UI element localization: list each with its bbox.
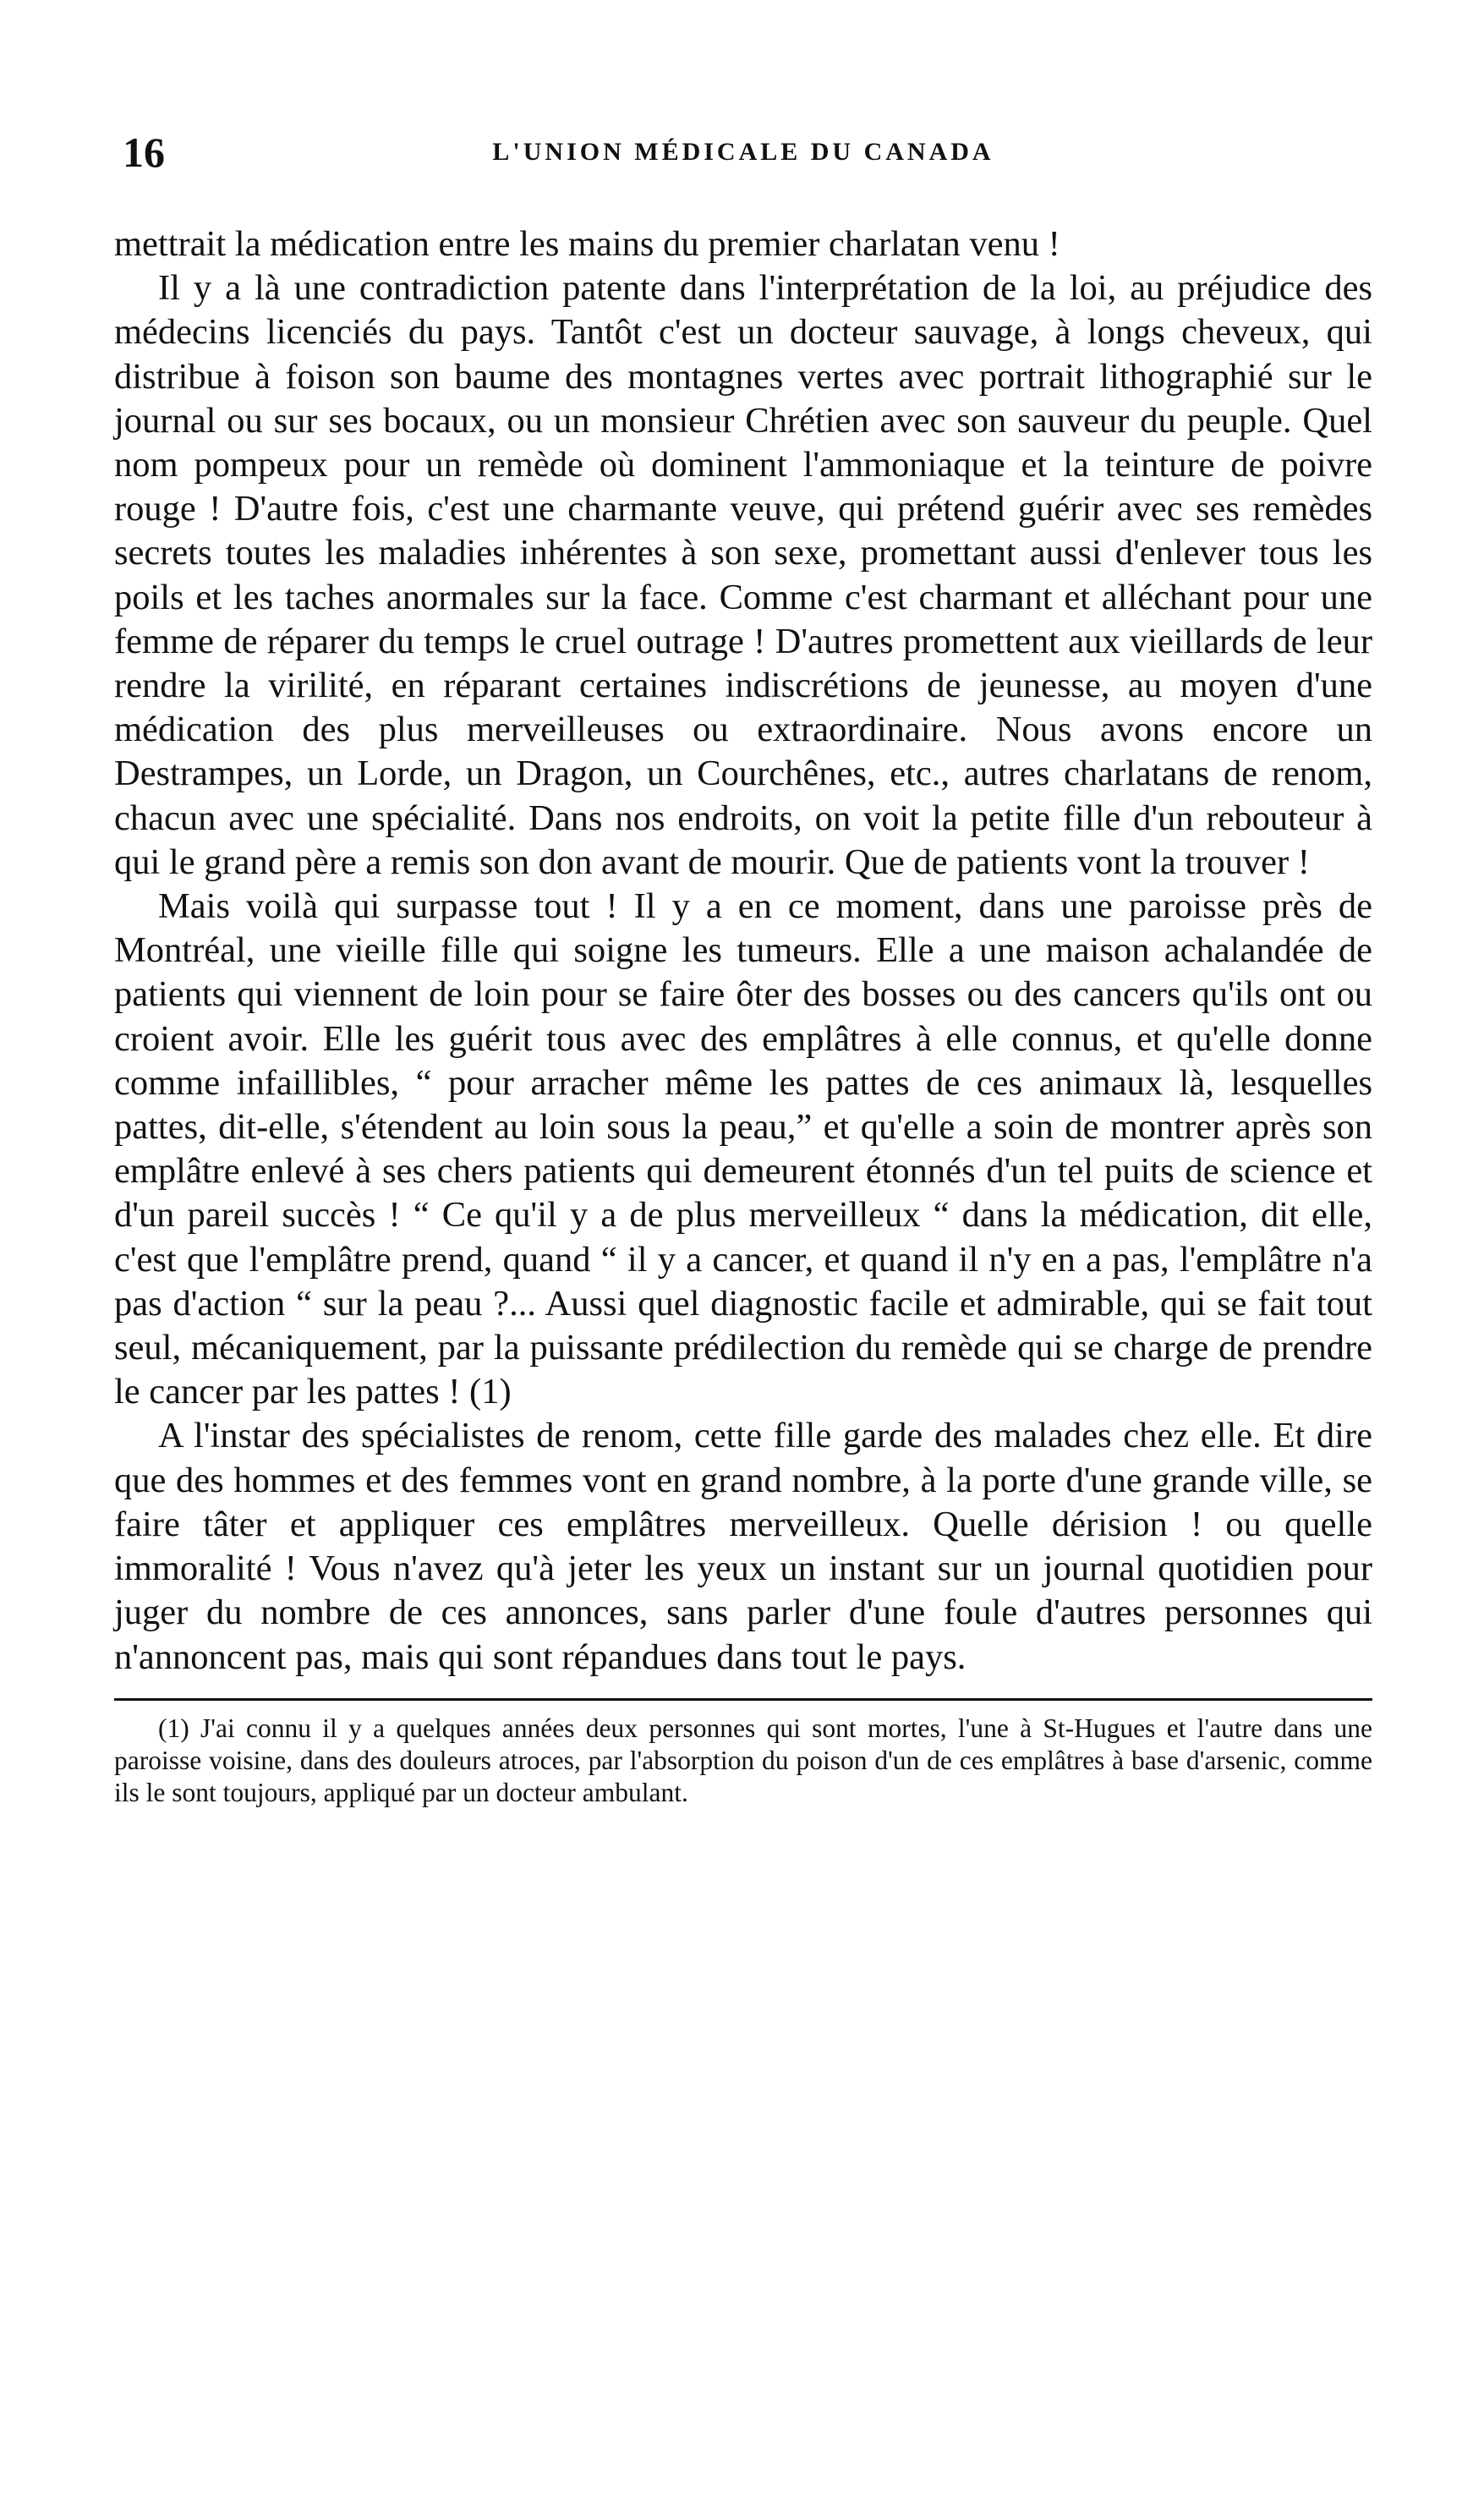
body-text [114,222,1372,1680]
page-number: 16 [123,129,165,176]
paragraph: Il y a là une contradiction patente dans l'interprétation de la loi, au préjudice des médecins licenciés du pays. Tantôt c'est un docteur sauvage, à longs cheveux, qui distribue à foison son baume des montagnes vertes avec portrait lithographié sur le journal ou sur ses bocaux, ou un monsieur Chrétien avec son sauveur du peuple. Quel nom pompeux pour un remède où dominent l'ammoniaque et la teinture de poivre rouge ! D'autre fois, c'est une charmante veuve, qui prétend guérir avec ses remèdes secrets toutes les maladies inhérentes à son sexe, promettant aussi d'enlever tous les poils et les taches anormales sur la face. Comme c'est charmant et alléchant pour une femme de réparer du temps le cruel outrage ! D'autres promettent aux vieillards de leur rendre la virilité, en réparant certaines indiscrétions de jeunesse, au moyen d'une médication des plus merveilleuses ou extraordinaire. Nous avons encore un Destrampes, un Lorde, un Dragon, un Courchênes, etc., autres charlatans de renom, chacun avec une spécialité. Dans nos endroits, on voit la petite fille d'un rebouteur à qui le grand père a remis son don avant de mourir. Que de patients vont la trouver ! [114,268,1372,882]
paragraph: mettrait la médication entre les mains du premier charlatan venu ! [114,224,1060,264]
running-title: L'UNION MÉDICALE DU CANADA [492,138,994,166]
page [114,123,1372,1809]
paragraph: Mais voilà qui surpasse tout ! Il y a en ce moment, dans une paroisse près de Montréal, une vieille fille qui soigne les tumeurs. Elle a une maison achalandée de patients qui viennent de loin pour se faire ôter des bosses ou des cancers qu'ils ont ou croient avoir. Elle les guérit tous avec des emplâtres à elle connus, et qu'elle donne comme infaillibles, “ pour arracher même les pattes de ces animaux là, lesquelles pattes, dit-elle, s'étendent au loin sous la peau,” et qu'elle a soin de montrer après son emplâtre enlevé à ses chers patients qui demeurent étonnés d'un tel puits de science et d'un pareil succès ! “ Ce qu'il y a de plus merveilleux “ dans la médication, dit elle, c'est que l'emplâtre prend, quand “ il y a cancer, et quand il n'y en a pas, l'emplâtre n'a pas d'action “ sur la peau ?... Aussi quel diagnostic facile et admirable, qui se fait tout seul, mécaniquement, par la puissante prédilection du remède qui se charge de prendre le cancer par les pattes ! (1) [114,886,1372,1412]
footnote-divider [114,1698,1372,1701]
footnote: (1) J'ai connu il y a quelques années deux personnes qui sont mortes, l'une à St-Hugues et l'autre dans une paroisse voisine, dans des douleurs atroces, par l'absorption du poison d'un de ces emplâtres à base d'arsenic, comme ils le sont toujours, appliqué par un docteur ambulant. [114,1713,1372,1807]
paragraph: A l'instar des spécialistes de renom, cette fille garde des malades chez elle. Et dire que des hommes et des femmes vont en grand nombre, à la porte d'une grande ville, se faire tâter et appliquer ces emplâtres merveilleux. Quelle dérision ! ou quelle immoralité ! Vous n'avez qu'à jeter les yeux un instant sur un journal quotidien pour juger du nombre de ces annonces, sans parler d'une foule d'autres personnes qui n'annoncent pas, mais qui sont répandues dans tout le pays. [114,1416,1372,1677]
running-head [114,123,1372,190]
